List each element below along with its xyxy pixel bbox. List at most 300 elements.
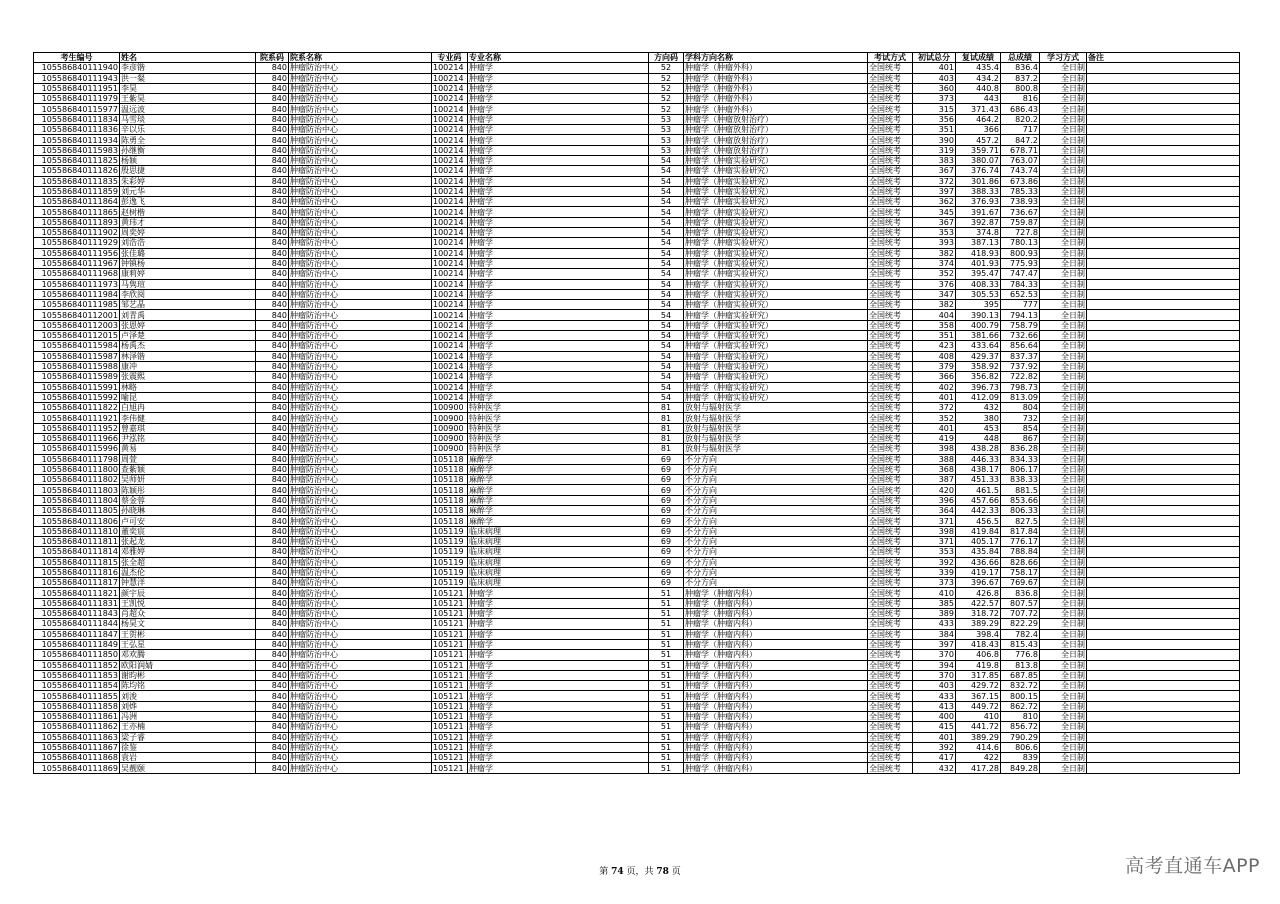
cell-study-mode: 全日制 [1040,331,1087,341]
cell-total-score: 800.15 [1001,691,1040,701]
cell-direction-code: 51 [649,619,684,629]
cell-remarks [1087,433,1240,443]
cell-retest-score: 389.29 [956,732,1001,742]
cell-major-code: 105118 [432,464,468,474]
cell-remarks [1087,691,1240,701]
cell-total-score: 804 [1001,403,1040,413]
table-row [34,557,1240,567]
cell-candidate-id: 105586840111855 [34,691,120,701]
cell-major-name: 肿瘤学 [468,176,649,186]
cell-dept-code: 840 [256,691,289,701]
cell-initial-score: 402 [913,382,956,392]
cell-study-mode: 全日制 [1040,464,1087,474]
cell-direction-name: 肿瘤学（肿瘤外科） [684,94,868,104]
cell-major-name: 肿瘤学 [468,186,649,196]
cell-exam-mode: 全国统考 [868,300,913,310]
cell-direction-code: 69 [649,454,684,464]
header-candidate-id: 考生编号 [34,53,120,63]
cell-dept-name: 肿瘤防治中心 [289,557,432,567]
cell-retest-score: 392.87 [956,217,1001,227]
cell-major-code: 100214 [432,83,468,93]
header-direction-name: 学科方向名称 [684,53,868,63]
table-row [34,670,1240,680]
cell-name: 张佳璐 [120,248,256,258]
cell-name: 刘青禹 [120,310,256,320]
cell-total-score: 822.29 [1001,619,1040,629]
cell-major-code: 100214 [432,238,468,248]
cell-retest-score: 457.2 [956,135,1001,145]
cell-remarks [1087,526,1240,536]
cell-remarks [1087,619,1240,629]
cell-name: 李彦锴 [120,63,256,73]
cell-exam-mode: 全国统考 [868,207,913,217]
cell-major-name: 肿瘤学 [468,310,649,320]
cell-remarks [1087,186,1240,196]
cell-major-name: 肿瘤学 [468,114,649,124]
cell-name: 王亦楠 [120,722,256,732]
cell-name: 吴师妍 [120,475,256,485]
cell-retest-score: 366 [956,125,1001,135]
cell-candidate-id: 105586840115992 [34,392,120,402]
cell-name: 温远波 [120,104,256,114]
cell-study-mode: 全日制 [1040,639,1087,649]
cell-retest-score: 412.09 [956,392,1001,402]
cell-total-score: 828.66 [1001,557,1040,567]
cell-dept-name: 肿瘤防治中心 [289,619,432,629]
table-row [34,660,1240,670]
cell-dept-code: 840 [256,351,289,361]
cell-direction-code: 69 [649,526,684,536]
cell-candidate-id: 105586840111952 [34,423,120,433]
cell-dept-name: 肿瘤防治中心 [289,701,432,711]
cell-dept-code: 840 [256,83,289,93]
cell-study-mode: 全日制 [1040,712,1087,722]
cell-major-name: 肿瘤学 [468,691,649,701]
cell-major-name: 肿瘤学 [468,331,649,341]
cell-study-mode: 全日制 [1040,392,1087,402]
table-row [34,351,1240,361]
cell-dept-name: 肿瘤防治中心 [289,238,432,248]
cell-dept-code: 840 [256,742,289,752]
cell-retest-score: 449.72 [956,701,1001,711]
cell-direction-name: 放射与辐射医学 [684,433,868,443]
cell-major-code: 105118 [432,475,468,485]
cell-dept-name: 肿瘤防治中心 [289,382,432,392]
cell-candidate-id: 105586840115987 [34,351,120,361]
table-row [34,176,1240,186]
cell-direction-name: 肿瘤学（肿瘤实验研究） [684,258,868,268]
cell-initial-score: 364 [913,506,956,516]
table-row [34,114,1240,124]
table-row [34,547,1240,557]
cell-direction-code: 69 [649,464,684,474]
cell-initial-score: 366 [913,372,956,382]
cell-initial-score: 420 [913,485,956,495]
cell-name: 欧阳润婧 [120,660,256,670]
cell-remarks [1087,567,1240,577]
table-row [34,712,1240,722]
cell-retest-score: 446.33 [956,454,1001,464]
cell-exam-mode: 全国统考 [868,763,913,773]
cell-major-name: 肿瘤学 [468,197,649,207]
cell-major-name: 肿瘤学 [468,125,649,135]
cell-direction-name: 肿瘤学（肿瘤实验研究） [684,186,868,196]
cell-initial-score: 398 [913,444,956,454]
cell-dept-name: 肿瘤防治中心 [289,403,432,413]
cell-exam-mode: 全国统考 [868,104,913,114]
cell-direction-code: 53 [649,135,684,145]
table-row [34,423,1240,433]
cell-direction-name: 肿瘤学（肿瘤外科） [684,104,868,114]
cell-study-mode: 全日制 [1040,351,1087,361]
cell-name: 孙继衡 [120,145,256,155]
cell-initial-score: 401 [913,732,956,742]
cell-direction-name: 肿瘤学（肿瘤内科） [684,691,868,701]
cell-dept-code: 840 [256,485,289,495]
cell-exam-mode: 全国统考 [868,732,913,742]
cell-name: 马雪琰 [120,114,256,124]
cell-retest-score: 440.8 [956,83,1001,93]
cell-dept-code: 840 [256,516,289,526]
table-row [34,258,1240,268]
cell-dept-code: 840 [256,94,289,104]
header-major-code: 专业码 [432,53,468,63]
cell-initial-score: 373 [913,578,956,588]
cell-direction-code: 51 [649,588,684,598]
cell-retest-score: 380.07 [956,155,1001,165]
cell-initial-score: 403 [913,73,956,83]
cell-remarks [1087,475,1240,485]
cell-initial-score: 384 [913,629,956,639]
cell-direction-name: 不分方向 [684,475,868,485]
cell-retest-score: 389.29 [956,619,1001,629]
cell-exam-mode: 全国统考 [868,639,913,649]
cell-direction-name: 放射与辐射医学 [684,423,868,433]
cell-dept-code: 840 [256,475,289,485]
cell-candidate-id: 105586840115977 [34,104,120,114]
cell-direction-name: 肿瘤学（肿瘤放射治疗） [684,145,868,155]
cell-dept-name: 肿瘤防治中心 [289,495,432,505]
cell-dept-name: 肿瘤防治中心 [289,567,432,577]
cell-dept-name: 肿瘤防治中心 [289,361,432,371]
cell-exam-mode: 全国统考 [868,73,913,83]
cell-study-mode: 全日制 [1040,176,1087,186]
cell-major-name: 临床病理 [468,567,649,577]
table-row [34,413,1240,423]
cell-major-code: 105121 [432,712,468,722]
cell-retest-score: 419.84 [956,526,1001,536]
cell-major-code: 100214 [432,279,468,289]
cell-initial-score: 433 [913,691,956,701]
cell-candidate-id: 105586840111973 [34,279,120,289]
cell-dept-code: 840 [256,361,289,371]
cell-exam-mode: 全国统考 [868,629,913,639]
cell-name: 颜宇辰 [120,588,256,598]
cell-major-code: 100214 [432,94,468,104]
cell-direction-code: 69 [649,506,684,516]
cell-dept-name: 肿瘤防治中心 [289,73,432,83]
cell-initial-score: 401 [913,63,956,73]
cell-remarks [1087,629,1240,639]
cell-major-name: 肿瘤学 [468,351,649,361]
cell-major-code: 105121 [432,701,468,711]
cell-study-mode: 全日制 [1040,361,1087,371]
cell-exam-mode: 全国统考 [868,423,913,433]
table-row [34,269,1240,279]
cell-exam-mode: 全国统考 [868,341,913,351]
table-row [34,310,1240,320]
cell-major-name: 肿瘤学 [468,639,649,649]
cell-dept-name: 肿瘤防治中心 [289,228,432,238]
cell-remarks [1087,464,1240,474]
cell-remarks [1087,125,1240,135]
cell-dept-name: 肿瘤防治中心 [289,578,432,588]
cell-study-mode: 全日制 [1040,104,1087,114]
cell-study-mode: 全日制 [1040,63,1087,73]
cell-initial-score: 392 [913,742,956,752]
cell-dept-code: 840 [256,310,289,320]
cell-total-score: 727.8 [1001,228,1040,238]
cell-study-mode: 全日制 [1040,753,1087,763]
table-row [34,228,1240,238]
cell-dept-name: 肿瘤防治中心 [289,372,432,382]
cell-initial-score: 367 [913,217,956,227]
cell-total-score: 856.64 [1001,341,1040,351]
table-row [34,526,1240,536]
cell-remarks [1087,372,1240,382]
cell-direction-code: 52 [649,94,684,104]
cell-exam-mode: 全国统考 [868,176,913,186]
cell-retest-score: 457.66 [956,495,1001,505]
cell-major-name: 肿瘤学 [468,94,649,104]
cell-remarks [1087,670,1240,680]
cell-dept-name: 肿瘤防治中心 [289,660,432,670]
cell-remarks [1087,701,1240,711]
cell-major-code: 100214 [432,351,468,361]
cell-study-mode: 全日制 [1040,207,1087,217]
cell-total-score: 813.09 [1001,392,1040,402]
cell-major-name: 肿瘤学 [468,372,649,382]
cell-direction-code: 54 [649,238,684,248]
cell-direction-name: 不分方向 [684,557,868,567]
cell-direction-code: 69 [649,485,684,495]
table-row [34,238,1240,248]
cell-major-code: 100214 [432,361,468,371]
cell-exam-mode: 全国统考 [868,660,913,670]
cell-major-code: 100214 [432,207,468,217]
cell-dept-code: 840 [256,722,289,732]
cell-candidate-id: 105586840111979 [34,94,120,104]
cell-dept-code: 840 [256,423,289,433]
cell-major-code: 105121 [432,598,468,608]
cell-remarks [1087,444,1240,454]
cell-remarks [1087,609,1240,619]
table-row [34,248,1240,258]
cell-direction-name: 肿瘤学（肿瘤外科） [684,73,868,83]
cell-name: 袁岩 [120,753,256,763]
cell-exam-mode: 全国统考 [868,547,913,557]
cell-dept-name: 肿瘤防治中心 [289,166,432,176]
cell-initial-score: 388 [913,454,956,464]
cell-study-mode: 全日制 [1040,475,1087,485]
cell-major-name: 肿瘤学 [468,217,649,227]
cell-remarks [1087,660,1240,670]
cell-direction-code: 81 [649,403,684,413]
cell-major-code: 105118 [432,495,468,505]
cell-major-code: 100214 [432,73,468,83]
cell-direction-name: 肿瘤学（肿瘤实验研究） [684,279,868,289]
cell-dept-code: 840 [256,197,289,207]
cell-dept-code: 840 [256,372,289,382]
cell-name: 杨颖 [120,155,256,165]
cell-total-score: 837.2 [1001,73,1040,83]
cell-direction-code: 54 [649,269,684,279]
cell-major-name: 肿瘤学 [468,670,649,680]
table-row [34,320,1240,330]
cell-total-score: 856.72 [1001,722,1040,732]
cell-dept-name: 肿瘤防治中心 [289,197,432,207]
cell-name: 康莉婷 [120,269,256,279]
cell-retest-score: 436.66 [956,557,1001,567]
cell-direction-code: 52 [649,104,684,114]
cell-dept-name: 肿瘤防治中心 [289,94,432,104]
cell-direction-code: 69 [649,557,684,567]
cell-direction-name: 放射与辐射医学 [684,403,868,413]
cell-exam-mode: 全国统考 [868,258,913,268]
cell-direction-name: 不分方向 [684,536,868,546]
cell-dept-name: 肿瘤防治中心 [289,506,432,516]
cell-direction-code: 54 [649,392,684,402]
cell-retest-score: 418.43 [956,639,1001,649]
cell-dept-code: 840 [256,433,289,443]
table-row [34,300,1240,310]
cell-remarks [1087,155,1240,165]
cell-major-name: 麻醉学 [468,454,649,464]
cell-major-name: 特种医学 [468,423,649,433]
table-row [34,289,1240,299]
cell-dept-code: 840 [256,444,289,454]
cell-candidate-id: 105586840111940 [34,63,120,73]
cell-name: 董奕宸 [120,526,256,536]
cell-total-score: 834.33 [1001,454,1040,464]
cell-retest-score: 374.8 [956,228,1001,238]
cell-candidate-id: 105586840115989 [34,372,120,382]
cell-name: 冯洲 [120,712,256,722]
cell-remarks [1087,197,1240,207]
cell-retest-score: 391.67 [956,207,1001,217]
cell-dept-code: 840 [256,495,289,505]
header-major-name: 专业名称 [468,53,649,63]
footer-prefix: 第 [599,867,612,877]
cell-candidate-id: 105586840111798 [34,454,120,464]
cell-direction-name: 肿瘤学（肿瘤实验研究） [684,155,868,165]
cell-candidate-id: 105586840111968 [34,269,120,279]
cell-dept-name: 肿瘤防治中心 [289,670,432,680]
header-direction-code: 方向码 [649,53,684,63]
cell-direction-code: 51 [649,753,684,763]
cell-remarks [1087,248,1240,258]
cell-initial-score: 362 [913,197,956,207]
cell-study-mode: 全日制 [1040,320,1087,330]
cell-dept-name: 肿瘤防治中心 [289,135,432,145]
cell-dept-name: 肿瘤防治中心 [289,248,432,258]
cell-candidate-id: 105586840111893 [34,217,120,227]
cell-direction-code: 52 [649,63,684,73]
cell-direction-name: 肿瘤学（肿瘤内科） [684,609,868,619]
cell-name: 谢昀彬 [120,670,256,680]
cell-total-score: 836.4 [1001,63,1040,73]
cell-major-name: 肿瘤学 [468,763,649,773]
cell-retest-score: 432 [956,403,1001,413]
cell-study-mode: 全日制 [1040,567,1087,577]
cell-retest-score: 390.13 [956,310,1001,320]
cell-exam-mode: 全国统考 [868,155,913,165]
cell-name: 王贺彬 [120,629,256,639]
watermark-text: 高考直通车APP [1125,855,1260,877]
table-row [34,567,1240,577]
cell-remarks [1087,269,1240,279]
cell-direction-name: 肿瘤学（肿瘤内科） [684,660,868,670]
cell-major-code: 100900 [432,403,468,413]
cell-major-name: 特种医学 [468,444,649,454]
cell-direction-code: 69 [649,475,684,485]
cell-name: 蔡金蓉 [120,495,256,505]
cell-dept-code: 840 [256,567,289,577]
cell-dept-name: 肿瘤防治中心 [289,681,432,691]
cell-retest-score: 434.2 [956,73,1001,83]
cell-dept-name: 肿瘤防治中心 [289,650,432,660]
cell-study-mode: 全日制 [1040,310,1087,320]
cell-name: 刘浚 [120,691,256,701]
cell-name: 徐鉴 [120,742,256,752]
cell-candidate-id: 105586840111814 [34,547,120,557]
cell-study-mode: 全日制 [1040,423,1087,433]
cell-major-code: 100214 [432,176,468,186]
table-row [34,464,1240,474]
cell-major-name: 肿瘤学 [468,300,649,310]
cell-direction-code: 69 [649,547,684,557]
cell-remarks [1087,712,1240,722]
cell-total-score: 686.43 [1001,104,1040,114]
cell-exam-mode: 全国统考 [868,361,913,371]
cell-study-mode: 全日制 [1040,289,1087,299]
cell-direction-code: 51 [649,742,684,752]
cell-exam-mode: 全国统考 [868,166,913,176]
cell-direction-name: 肿瘤学（肿瘤实验研究） [684,320,868,330]
cell-major-name: 肿瘤学 [468,63,649,73]
cell-total-score: 794.13 [1001,310,1040,320]
cell-direction-code: 69 [649,516,684,526]
cell-retest-score: 358.92 [956,361,1001,371]
cell-name: 梁子睿 [120,732,256,742]
cell-exam-mode: 全国统考 [868,197,913,207]
cell-initial-score: 370 [913,650,956,660]
cell-direction-name: 肿瘤学（肿瘤实验研究） [684,197,868,207]
cell-dept-code: 840 [256,207,289,217]
cell-total-score: 737.92 [1001,361,1040,371]
cell-major-name: 肿瘤学 [468,320,649,330]
cell-remarks [1087,300,1240,310]
cell-name: 陈均铭 [120,681,256,691]
cell-retest-score: 456.5 [956,516,1001,526]
cell-exam-mode: 全国统考 [868,135,913,145]
cell-dept-name: 肿瘤防治中心 [289,742,432,752]
cell-initial-score: 374 [913,258,956,268]
cell-major-name: 肿瘤学 [468,104,649,114]
cell-exam-mode: 全国统考 [868,609,913,619]
cell-direction-code: 54 [649,341,684,351]
cell-name: 孙晓琳 [120,506,256,516]
